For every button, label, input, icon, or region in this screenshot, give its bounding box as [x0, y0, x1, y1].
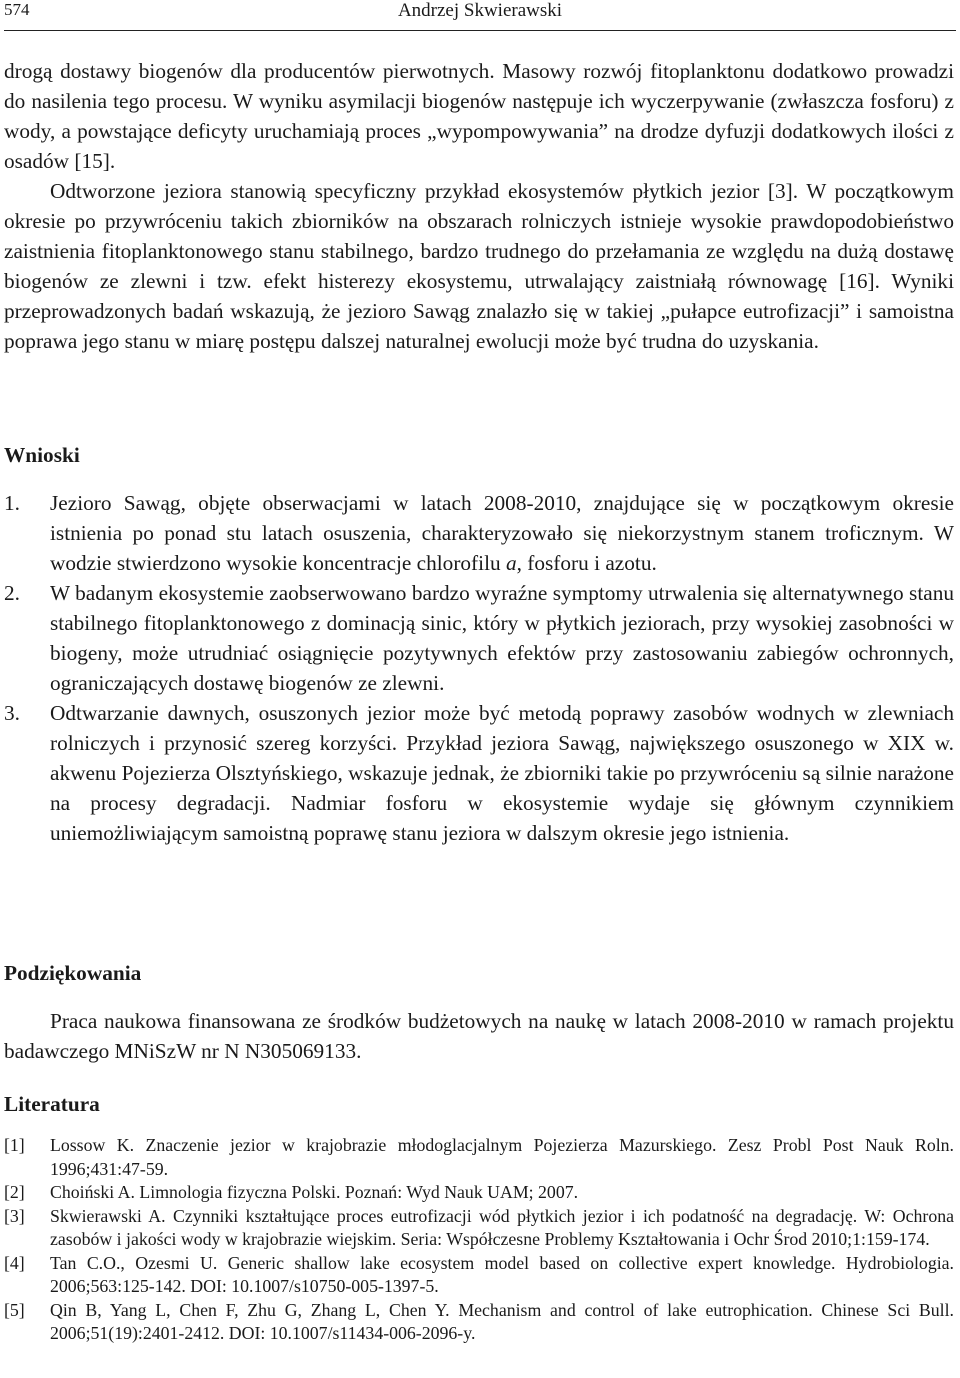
conclusion-italic: a [505, 551, 517, 575]
references-list [4, 1134, 954, 1346]
conclusion-item [4, 488, 954, 578]
reference-text: Choiński A. Limnologia fizyczna Polski. Poznań: Wyd Nauk UAM; 2007. [50, 1182, 579, 1202]
acknowledgements-heading: Podziękowania [4, 961, 142, 985]
intro-text-1: drogą dostawy biogenów dla producentów pierwotnych. Masowy rozwój fitoplanktonu dodatkowo prowadzi do nasilenia tego procesu. W wyniku asymilacji biogenów następuje ich wyczerpywanie (zwłaszcza fosforu) z wody, a powstające deficyty uruchamiają proces „wypompowywania” na drodze dyfuzji dodatkowych ilości z osadów [15]. [4, 59, 954, 173]
reference-number: [3] [4, 1205, 25, 1226]
conclusion-text: Odtwarzanie dawnych, osuszonych jezior może być metodą poprawy zasobów wodnych w zlewniach rolniczych i przynosić szereg korzyści. Przykład jeziora Sawąg, największego osuszonego w XIX w. akwenu Pojezierza Olsztyńskiego, wskazuje jednak, że zbiorniki takie po przywróceniu są silnie narażone na procesy degradacji. Nadmiar fosforu w ekosystemie wydaje się głównym czynnikiem uniemożliwiającym samoistną poprawę stanu jeziora w dalszym okresie jego istnienia. [50, 701, 954, 845]
conclusion-number: 3. [4, 701, 20, 725]
reference-text: Qin B, Yang L, Chen F, Zhu G, Zhang L, Chen Y. Mechanism and control of lake eutrophication. Chinese Sci Bull. 2006;51(19):2401-2412. DOI: 10.1007/s11434-006-2096-y. [50, 1299, 954, 1343]
reference-text: Tan C.O., Ozesmi U. Generic shallow lake ecosystem model based on collective expert knowledge. Hydrobiologia. 2006;563:125-142. DOI: 10.1007/s10750-005-1397-5. [50, 1252, 954, 1296]
conclusion-text-end: , fosforu i azotu. [516, 551, 657, 575]
conclusion-number: 1. [4, 491, 20, 515]
conclusions-heading: Wnioski [4, 443, 80, 467]
reference-item [4, 1134, 954, 1181]
reference-item [4, 1252, 954, 1299]
conclusion-number: 2. [4, 581, 20, 605]
references-heading: Literatura [4, 1092, 100, 1116]
reference-number: [2] [4, 1182, 25, 1202]
conclusion-item [4, 698, 954, 848]
reference-number: [5] [4, 1299, 25, 1320]
conclusion-text: W badanym ekosystemie zaobserwowano bardzo wyraźne symptomy utrwalenia się alternatywnego stanu stabilnego fitoplanktonowego z dominacją sinic, który w płytkich jeziorach, przy wysokiej zasobności w biogeny, może utrudniać osiągnięcie pozytywnych efektów przy zastosowaniu zabiegów ochronnych, ograniczających dostawę biogenów ze zlewni. [50, 581, 954, 695]
conclusions-list [4, 488, 954, 848]
intro-text-2: Odtworzone jeziora stanowią specyficzny przykład ekosystemów płytkich jezior [3]. W początkowym okresie po przywróceniu takich zbiorników na obszarach rolniczych istnieje wysokie prawdopodobieństwo zaistnienia fitoplanktonowego stanu stabilnego, bardzo trudnego do przełamania ze względu na dużą dostawę biogenów ze zlewni i tzw. efekt histerezy ekosystemu, utrwalający zaistniałą równowagę [16]. Wyniki przeprowadzonych badań wskazują, że jezioro Sawąg znalazło się w takiej „pułapce eutrofizacji” i samoistna poprawa jego stanu w miarę postępu dalszej naturalnej ewolucji może być trudna do uzyskania. [4, 179, 954, 353]
intro-paragraph [4, 56, 954, 356]
reference-item [4, 1205, 954, 1252]
reference-item [4, 1299, 954, 1346]
reference-text: Skwierawski A. Czynniki kształtujące proces eutrofizacji wód płytkich jezior i ich podatność na degradację. W: Ochrona zasobów i jakości wody w krajobrazie wiejskim. Seria: Współczesne Problemy Kształtowania i Ochr Środ 2010;1:159-174. [50, 1205, 954, 1249]
reference-text: Lossow K. Znaczenie jezior w krajobrazie młodoglacjalnym Pojezierza Mazurskiego. Zesz Probl Post Nauk Roln. 1996;431:47-59. [50, 1135, 954, 1179]
conclusion-item [4, 578, 954, 698]
acknowledgements-text: Praca naukowa finansowana ze środków budżetowych na naukę w latach 2008-2010 w ramach projektu badawczego MNiSzW nr N N305069133. [4, 1009, 954, 1063]
acknowledgements-paragraph [4, 1006, 954, 1066]
reference-number: [1] [4, 1135, 25, 1155]
reference-item [4, 1181, 954, 1205]
reference-number: [4] [4, 1252, 25, 1273]
page-number: 574 [4, 0, 30, 19]
page-header [4, 0, 956, 31]
conclusion-text: Jezioro Sawąg, objęte obserwacjami w latach 2008-2010, znajdujące się w początkowym okresie istnienia po ponad stu latach osuszenia, charakteryzowało się niekorzystnym stanem troficznym. W wodzie stwierdzono wysokie koncentracje chlorofilu [50, 491, 954, 575]
running-head-author: Andrzej Skwierawski [397, 0, 563, 21]
